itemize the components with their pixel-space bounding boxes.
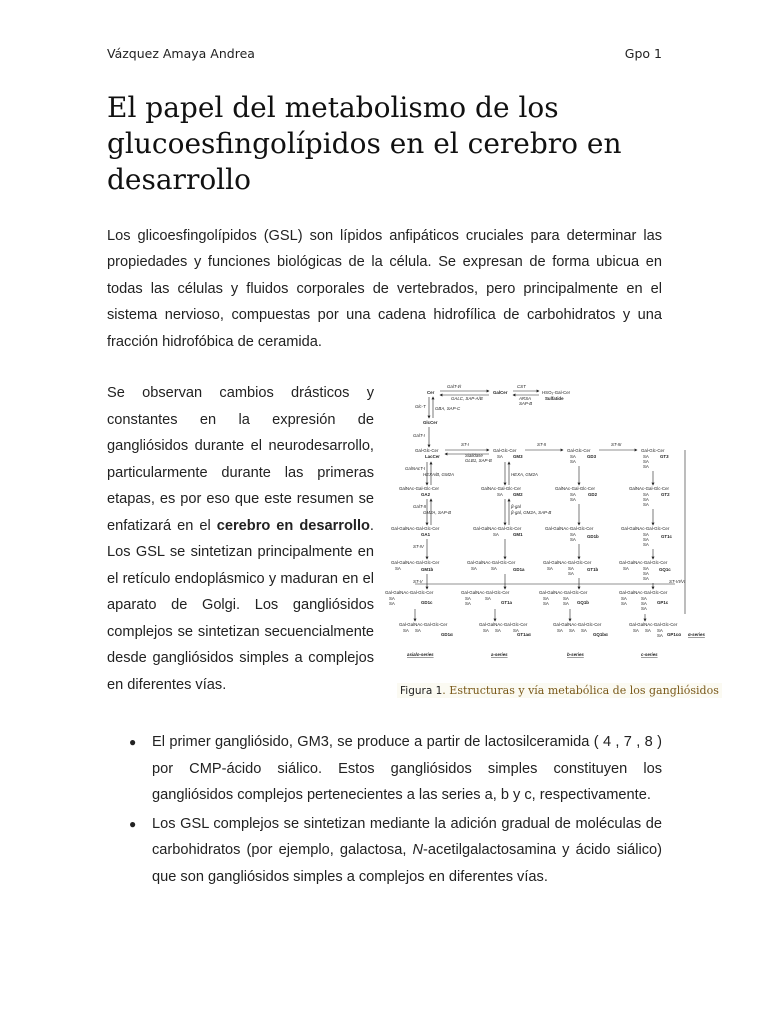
sa-gq1c-3: SA [643, 571, 649, 576]
sa-gt1aalpha-1: SA [483, 628, 489, 633]
enzyme-st2: ST-II [537, 442, 547, 447]
sa-gp1c-3: SA [641, 596, 647, 601]
bullet-dot-icon: ● [129, 816, 137, 831]
enzyme-galt1: GalT-I/I [447, 384, 462, 389]
node-gt1aalpha: GT1aα [517, 632, 531, 637]
node-gt2-formula: GalNAc-Gal-Glc-Cer [629, 486, 670, 491]
node-gd1alpha-formula: Gal-GalNAc-Gal-Glc-Cer [399, 622, 448, 627]
node-cer: Cer [427, 390, 435, 395]
node-laccer: LacCer [425, 454, 440, 459]
figure-caption-text: . Estructuras y vía metabólica de los gangliósidos [442, 684, 719, 697]
enzyme-gbac: GBA, SAP-C [435, 406, 461, 411]
figure-caption [397, 683, 722, 698]
node-gq1balpha-formula: Gal-GalNAc-Gal-Glc-Cer [553, 622, 602, 627]
sa-gq1c-4: SA [643, 576, 649, 581]
sa-gq1balpha-1: SA [557, 628, 563, 633]
sa-gp1c-5: SA [641, 606, 647, 611]
node-gm2-formula: GalNAc-Gal-Glc-Cer [481, 486, 522, 491]
node-gt1c: GT1c [661, 534, 672, 539]
sa-gd1alpha-1: SA [403, 628, 409, 633]
enzyme-sialidase: Sialidase [465, 453, 483, 458]
node-gd1alpha: GD1α [441, 632, 453, 637]
enzyme-galtii: GalT-II [413, 504, 427, 509]
node-gm3-formula: Gal-Glc-Cer [493, 448, 517, 453]
series-alpha: α-series [688, 632, 705, 637]
sa-gd2-2: SA [570, 497, 576, 502]
node-gt3-formula: Gal-Glc-Cer [641, 448, 665, 453]
sa-gm1b: SA [395, 566, 401, 571]
sa-gd1a-2: SA [491, 566, 497, 571]
sa-gp1calpha-2: SA [645, 628, 651, 633]
node-gm1-formula: Gal-GalNAc-Gal-Glc-Cer [473, 526, 522, 531]
bullet-text-2b: -acetilgalactosamina y ácido siálico) que son gangliósidos simples a complejos en diferentes vías. [152, 842, 662, 885]
node-gd3-formula: Gal-Glc-Cer [567, 448, 591, 453]
sa-gt2-3: SA [643, 502, 649, 507]
enzyme-glct: Glc-T [415, 404, 426, 409]
enzyme-st5: ST-V [413, 579, 423, 584]
sa-gq1b-1: SA [543, 596, 549, 601]
sa-gt1a-2: SA [465, 601, 471, 606]
sa-gt2-1: SA [643, 492, 649, 497]
sa-gt1c-1: SA [643, 532, 649, 537]
sa-gt1b-2: SA [568, 566, 574, 571]
synthesis-text-2: . Los GSL se sintetizan principalmente en el retículo endoplásmico y maduran en el aparato de Golgi. Los gangliósidos complejos se sintetizan secuencialmente desde gangliósidos simples a complejos en diferentes vías. [107, 517, 374, 693]
sa-gq1b-4: SA [563, 601, 569, 606]
sa-gt1c-3: SA [643, 542, 649, 547]
bullet-text-1: El primer gangliósido, GM3, se produce a partir de lactosilceramida ( 4 , 7 , 8 ) por CMP-ácido siálico. Estos gangliósidos simples constituyen los gangliósidos complejos pertenecientes a las series a, b y c, respectivamente. [152, 734, 662, 803]
sa-gq1c-1: SA [623, 566, 629, 571]
sa-gd1b-1: SA [570, 532, 576, 537]
node-gm1b: GM1b [421, 567, 434, 572]
enzyme-cst: CST [517, 384, 526, 389]
sa-gd1c-1: SA [389, 596, 395, 601]
sa-gd3-2: SA [570, 459, 576, 464]
node-gm2: GM2 [513, 492, 523, 497]
sa-gp1calpha-4: SA [657, 633, 663, 638]
synthesis-text-1: Se observan cambios drásticos y constantes en la expresión de gangliósidos durante el neurodesarrollo, particularmente durante las primeras etapas, es por eso que este resumen se enfatizará en el [107, 385, 374, 534]
node-gt1a: GT1a [501, 600, 512, 605]
sa-gm1: SA [493, 532, 499, 537]
bullet-item-2 [107, 811, 662, 891]
node-gm1b-formula: Gal-GalNAc-Gal-Glc-Cer [391, 560, 440, 565]
enzyme-st6: ST-VI/VI [669, 579, 686, 584]
pathway-diagram [385, 384, 710, 664]
document-title: El papel del metabolismo de los glucoesfingolípidos en el cerebro en desarrollo [107, 91, 622, 196]
bullet-item-1 [107, 729, 662, 809]
sa-gd3-1: SA [570, 454, 576, 459]
header-group: Gpo 1 [624, 46, 662, 61]
figure-caption-label: Figura 1 [400, 685, 443, 697]
node-sulfatide: Sulfatide [545, 396, 564, 401]
enzyme-st1: ST-I [461, 442, 469, 447]
sa-gq1balpha-2: SA [569, 628, 575, 633]
sa-gp1c-1: SA [621, 596, 627, 601]
sa-gt1a-1: SA [465, 596, 471, 601]
series-b: b-series [567, 652, 584, 657]
series-c: c-series [641, 652, 658, 657]
enzyme-galti: GalT-I [413, 433, 425, 438]
enzyme-glb1: GLB1, SAP-B [465, 458, 492, 463]
sa-gp1calpha-3: SA [657, 628, 663, 633]
node-gd1b-formula: Gal-GalNAc-Gal-Glc-Cer [545, 526, 594, 531]
intro-paragraph: Los glicoesfingolípidos (GSL) son lípidos anfipáticos cruciales para determinar las propiedades y funciones biológicas de la célula. Se expresan de forma ubicua en todas las células y fluidos corporales de vertebrados, pero principalmente en el sistema nervioso, compuestas por una cadena hidrofílica de carbohidratos y una fracción hidrofóbica de ceramida. [107, 228, 662, 350]
node-laccer-formula: Gal-Glc-Cer [415, 448, 439, 453]
node-gd1a-formula: Gal-GalNAc-Gal-Glc-Cer [467, 560, 516, 565]
synthesis-paragraph [107, 380, 374, 698]
enzyme-hexa: HEXA, GM2A [511, 472, 538, 477]
sa-gt3-3: SA [643, 464, 649, 469]
node-gq1balpha: GQ1bα [593, 632, 608, 637]
bullet-dot-icon: ● [129, 735, 137, 749]
node-gt1b-formula: Gal-GalNAc-Gal-Glc-Cer [543, 560, 592, 565]
sa-gt1aalpha-2: SA [495, 628, 501, 633]
node-gd1a: GD1a [513, 567, 525, 572]
sa-gd1b-2: SA [570, 537, 576, 542]
sa-gt1b-1: SA [547, 566, 553, 571]
header-author: Vázquez Amaya Andrea [107, 46, 255, 61]
node-glccer: GlcCer [423, 420, 438, 425]
node-ga2: GA2 [421, 492, 431, 497]
enzyme-arsa: ARSA [519, 396, 531, 401]
sa-gt1a-3: SA [485, 596, 491, 601]
node-gt2: GT2 [661, 492, 670, 497]
enzyme-bgal: β-gal [511, 504, 521, 509]
enzyme-glb1b: GM2A, SAP-B [423, 510, 452, 515]
node-gp1c: GP1c [657, 600, 669, 605]
node-gt1c-formula: Gal-GalNAc-Gal-Glc-Cer [621, 526, 670, 531]
node-gp1calpha: GP1cα [667, 632, 681, 637]
enzyme-bgal2: β-gal, GM2A, SAP-B [511, 510, 552, 515]
bullet-text-2a: Los GSL complejos se sintetizan mediante la adición gradual de moléculas de carbohidratos (por ejemplo, galactosa, [152, 815, 662, 858]
node-gt1aalpha-formula: Gal-GalNAc-Gal-Glc-Cer [479, 622, 528, 627]
enzyme-hexab: HEXA/B, GM2A [423, 472, 454, 477]
node-gq1c-formula: Gal-GalNAc-Gal-Glc-Cer [619, 560, 668, 565]
node-gd2-formula: GalNAc-Gal-Glc-Cer [555, 486, 596, 491]
node-gd1c: GD1c [421, 600, 433, 605]
sa-gp1c-4: SA [641, 601, 647, 606]
node-gp1c-formula: Gal-GalNAc-Gal-Glc-Cer [619, 590, 668, 595]
sa-gq1b-2: SA [543, 601, 549, 606]
node-gt3: GT3 [660, 454, 669, 459]
series-asialo: asialo-series [407, 652, 434, 657]
node-gm3: GM3 [513, 454, 523, 459]
sa-gd1alpha-2: SA [415, 628, 421, 633]
node-gt1b: GT1b [587, 567, 599, 572]
sa-gt3-2: SA [643, 459, 649, 464]
sa-gp1calpha-1: SA [633, 628, 639, 633]
enzyme-st3: ST-III [611, 442, 622, 447]
ganglioside-pathway-figure [385, 384, 710, 664]
node-galcer: GalCer [493, 390, 508, 395]
node-gd1c-formula: Gal-GalNAc-Gal-Glc-Cer [385, 590, 434, 595]
sa-gq1b-3: SA [563, 596, 569, 601]
sa-gt3-1: SA [643, 454, 649, 459]
sa-gm2: SA [497, 492, 503, 497]
sa-gd1a-1: SA [471, 566, 477, 571]
node-gq1b-formula: Gal-GalNAc-Gal-Glc-Cer [539, 590, 588, 595]
node-gt1a-formula: Gal-GalNAc-Gal-Glc-Cer [461, 590, 510, 595]
enzyme-galnact1: GalNAcT-I [405, 466, 426, 471]
bullet-list [107, 729, 662, 892]
sa-gt1b-3: SA [568, 571, 574, 576]
node-ga1: GA1 [421, 532, 431, 537]
node-sulfatide-formula: HSO₃-Gal-Cer [542, 390, 571, 395]
node-ga2-formula: GalNAc-Gal-Glc-Cer [399, 486, 440, 491]
sa-gt2-2: SA [643, 497, 649, 502]
node-gq1c: GQ1c [659, 567, 671, 572]
node-gd1b: GD1b [587, 534, 599, 539]
sa-gq1c-2: SA [643, 566, 649, 571]
node-gm1: GM1 [513, 532, 523, 537]
enzyme-sapb: SAP-B [519, 401, 533, 406]
sa-gp1c-2: SA [621, 601, 627, 606]
node-gd2: GD2 [588, 492, 598, 497]
node-gd3: GD3 [587, 454, 597, 459]
sa-gd1c-2: SA [389, 601, 395, 606]
synthesis-bold-text: cerebro en desarrollo [216, 517, 370, 534]
enzyme-st4: ST-IV [413, 544, 424, 549]
bullet-italic-text: N [412, 842, 424, 858]
series-a: a-series [491, 652, 508, 657]
sa-gt1aalpha-3: SA [513, 628, 519, 633]
enzyme-galc: GALC, SAP-A/B [451, 396, 483, 401]
node-gq1b: GQ1b [577, 600, 589, 605]
sa-gq1balpha-3: SA [581, 628, 587, 633]
node-ga1-formula: Gal-GalNAc-Gal-Glc-Cer [391, 526, 440, 531]
sa-gt1c-2: SA [643, 537, 649, 542]
node-gp1calpha-formula: Gal-GalNAc-Gal-Glc-Cer [629, 622, 678, 627]
sa-gm3: SA [497, 454, 503, 459]
sa-gd2-1: SA [570, 492, 576, 497]
